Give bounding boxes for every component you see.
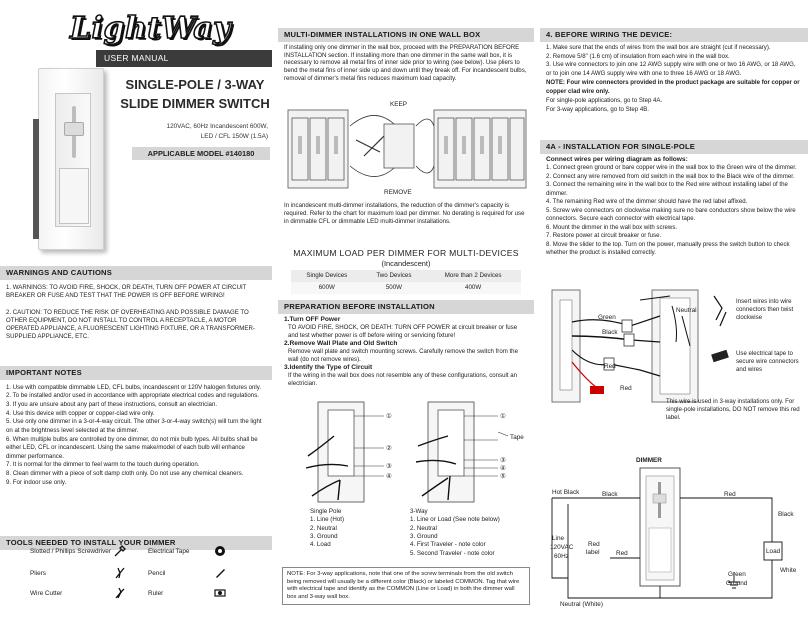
legend-line: 4. Load bbox=[310, 541, 331, 549]
table-header: More than 2 Devices bbox=[425, 270, 521, 282]
pliers-icon bbox=[114, 567, 126, 579]
product-title-line2: SLIDE DIMMER SWITCH bbox=[120, 95, 270, 111]
prep-step3-text: If the wiring in the wall box does not resemble any of these configurations, consult an electrician. bbox=[288, 372, 517, 388]
prep-step2-title: 2.Remove Wall Plate and Old Switch bbox=[284, 339, 398, 347]
max-load-table-block bbox=[278, 248, 534, 294]
sch-load: Load bbox=[766, 548, 781, 555]
marker-1: ① bbox=[386, 413, 392, 420]
warning-item: 2. CAUTION: TO REDUCE THE RISK OF OVERHEATING AND POSSIBLE DAMAGE TO OTHER EQUIPMENT, DO NOT INSTALL TO CONTROL A RECEPTACLE, A MOTOR OPERATED APPLIANCE, A FLUORESCENT LIGHTING FIXTURE, OR A TRANSFORMER-SUPPLIED APPLIANCE, ETC. bbox=[6, 309, 255, 340]
sch-black-top: Black bbox=[602, 491, 618, 498]
legend-line: 5. Second Traveler - note color bbox=[410, 549, 495, 557]
screwdriver-icon bbox=[114, 545, 126, 557]
install-subheading: Connect wires per wiring diagram as follows: bbox=[546, 155, 688, 163]
sch-hz: 60Hz bbox=[554, 553, 569, 560]
column-wiring bbox=[540, 0, 808, 622]
table-cell: 600W bbox=[291, 282, 363, 294]
sch-line: Line bbox=[552, 535, 565, 542]
note-item: 1. Use with compatible dimmable LED, CFL bulbs, incandescent or 120V halogen fixtures only. bbox=[6, 383, 262, 391]
table-header: Two Devices bbox=[363, 270, 426, 282]
install-item: 3. Connect the remaining wire in the wall box to the Red wire without installing label of the dimmer. bbox=[546, 181, 788, 197]
table-cell: 500W bbox=[363, 282, 426, 294]
keep-label: KEEP bbox=[390, 101, 408, 108]
preparation-heading: PREPARATION BEFORE INSTALLATION bbox=[278, 300, 534, 314]
max-load-table bbox=[291, 270, 521, 294]
tools-heading: TOOLS NEEDED TO INSTALL YOUR DIMMER bbox=[0, 536, 272, 550]
before-item: 2. Remove 5/8" (1.6 cm) of insulation from each wire in the wall box. bbox=[546, 52, 730, 60]
multi-dimmer-heading: MULTI-DIMMER INSTALLATIONS IN ONE WALL BOX bbox=[278, 28, 534, 42]
multi-dimmer-derating-text: In incandescent multi-dimmer installations, the reduction of the dimmer's capacity is required. Refer to the chart for maximum load per dimmer. No derating is required for use in dimmable CFL or dimmable LED multi-dimmer installations. bbox=[284, 202, 525, 225]
tape-label: Tape bbox=[510, 434, 524, 441]
callout-electrical-tape: Use electrical tape to secure wire connectors and wires bbox=[736, 350, 799, 374]
multi-dimmer-text: If installing only one dimmer in the wall box, proceed with the PREPARATION BEFORE INSTALLATION section. If installing more than one dimmer in the same wall box, it is necessary to remove all metal fins of inner side prior to wiring (see below). Use pliers to bend the metal fins of inner side up and down until they break off. For incandescent bulbs, removal of dimmer's metal fins reduces maximum load capacity. bbox=[284, 43, 527, 82]
spec-line1: 120VAC, 60Hz Incandescent 600W, bbox=[166, 123, 268, 130]
marker-2: ② bbox=[386, 445, 392, 452]
note-item: 6. When multiple bulbs are controlled by one dimmer, do not mix bulb types. All bulbs shall be either LED, CFL or incandescent. Using the same make/model of each bulb will enhance dimmer performance. bbox=[6, 435, 258, 460]
wire-label-green: Green bbox=[598, 314, 616, 321]
legend-line: 4. First Traveler - note color bbox=[410, 541, 486, 549]
marker-5b: ⑤ bbox=[500, 473, 506, 480]
install-item: 8. Move the slider to the top. Turn on the power, manually press the switch button to check whether the product is installed correctly. bbox=[546, 240, 790, 257]
dimmer-product-image bbox=[38, 68, 104, 250]
three-way-reference: For 3-way applications, go to Step 4B. bbox=[546, 105, 649, 113]
legend-line: Single Pole bbox=[310, 508, 342, 515]
callout-insert-wires: Insert wires into wire connectors then twist clockwise bbox=[736, 298, 794, 322]
legend-line: 3. Ground bbox=[310, 533, 338, 541]
ruler-icon bbox=[214, 587, 226, 599]
single-pole-install-section bbox=[540, 140, 808, 258]
dimmer-schematic-diagram bbox=[540, 448, 808, 622]
multi-dimmer-fins-diagram bbox=[284, 96, 534, 196]
preparation-section bbox=[278, 300, 534, 390]
max-load-subtitle: (Incandescent) bbox=[381, 259, 431, 268]
wire-cutter-icon bbox=[114, 587, 126, 599]
pencil-icon bbox=[214, 567, 226, 579]
legend-line: 3. Ground bbox=[410, 533, 438, 541]
model-badge: APPLICABLE MODEL #140180 bbox=[132, 147, 270, 160]
legend-line: 1. Line or Load (See note below) bbox=[410, 516, 500, 524]
electrical-tape-icon bbox=[214, 545, 226, 557]
sch-hot-black: Hot Black bbox=[552, 489, 580, 496]
prep-step1-text: TO AVOID FIRE, SHOCK, OR DEATH: TURN OFF POWER at circuit breaker or fuse and test whether power is off before wiring or servicing fixture! bbox=[288, 324, 518, 339]
important-notes-heading: IMPORTANT NOTES bbox=[0, 366, 272, 380]
three-way-note: NOTE: For 3-way applications, note that one of the screw terminals from the old switch being removed will usually be a different color (Black) or labeled COMMON. Tag that wire with electrical tape and identify as the COMMON (Line or Load) in both the dimmer wall box and 3-way wall box. bbox=[282, 567, 530, 605]
brand-logo: LightWay bbox=[70, 11, 232, 46]
sch-red-mid: Red bbox=[616, 550, 628, 557]
wire-label-red: Red bbox=[604, 363, 616, 370]
before-item: 3. Use wire connectors to join one 12 AWG supply wire with one or two 16 AWG, or 18 AWG, or to join one 14 AWG supply wire with one to three 16 AWG or 18 AWG. bbox=[546, 61, 796, 78]
legend-line: 3-Way bbox=[410, 508, 428, 515]
marker-3b: ③ bbox=[500, 457, 506, 464]
note-item: 7. It is normal for the dimmer to feel warm to the touch during operation. bbox=[6, 461, 200, 469]
three-way-legend bbox=[410, 508, 500, 558]
prep-step2-text: Remove wall plate and switch mounting screws. Carefully remove the switch from the wall (do not remove wires). bbox=[288, 348, 518, 363]
legend-line: 2. Neutral bbox=[310, 524, 337, 532]
table-cell: 400W bbox=[425, 282, 521, 294]
single-pole-reference: For single-pole applications, go to Step 4A. bbox=[546, 96, 663, 104]
spec-line2: LED / CFL 150W (1.5A) bbox=[200, 132, 268, 140]
callout-red-label: This wire is used in 3-way installations only. For single-pole installations, DO NOT remove this red label. bbox=[666, 398, 800, 422]
sch-red-label-1: Red bbox=[588, 541, 600, 548]
tool-screwdriver-label: Slotted / Phillips Screwdriver bbox=[30, 548, 111, 555]
sch-white: White bbox=[780, 567, 797, 574]
note-item: 9. For indoor use only. bbox=[6, 478, 67, 486]
sch-red-top: Red bbox=[724, 491, 736, 498]
column-cover bbox=[0, 0, 272, 622]
column-installation-prep bbox=[278, 0, 534, 622]
wire-label-black: Black bbox=[602, 329, 618, 336]
before-item: 1. Make sure that the ends of wires from the wall box are straight (cut if necessary). bbox=[546, 43, 771, 51]
install-item: 2. Connect any wire removed from old switch in the wall box to the Black wire of the dimmer. bbox=[546, 172, 795, 180]
sch-red-label-2: label bbox=[586, 549, 600, 556]
important-notes-section bbox=[0, 366, 272, 487]
sch-neutral: Neutral (White) bbox=[560, 601, 603, 608]
tool-ruler-label: Ruler bbox=[148, 590, 164, 597]
table-header: Single Devices bbox=[291, 270, 363, 282]
sch-volts: 120VAC bbox=[550, 544, 574, 551]
wire-label-neutral: Neutral bbox=[676, 307, 697, 314]
user-manual-bar: USER MANUAL bbox=[96, 50, 272, 67]
sch-black-right: Black bbox=[778, 511, 794, 518]
prep-step3-title: 3.Identify the Type of Circuit bbox=[284, 363, 373, 371]
legend-line: 1. Line (Hot) bbox=[310, 516, 345, 524]
product-title-line1: SINGLE-POLE / 3-WAY bbox=[125, 77, 265, 92]
install-item: 5. Screw wire connectors on clockwise making sure no bare conductors show below the wire connectors. Secure each connector with electrical tape. bbox=[546, 206, 796, 223]
product-title bbox=[120, 76, 270, 114]
install-item: 6. Mount the dimmer in the wall box with screws. bbox=[546, 223, 678, 231]
before-wiring-heading: 4. BEFORE WIRING THE DEVICE: bbox=[540, 28, 808, 42]
remove-label: REMOVE bbox=[384, 189, 412, 196]
tools-section bbox=[0, 536, 272, 597]
multi-dimmer-section bbox=[278, 28, 534, 83]
warnings-section bbox=[0, 266, 272, 341]
warnings-heading: WARNINGS AND CAUTIONS bbox=[0, 266, 272, 280]
note-item: 2. To be installed and/or used in accordance with appropriate electrical codes and regulations. bbox=[6, 392, 259, 400]
marker-4: ④ bbox=[386, 473, 392, 480]
install-item: 4. The remaining Red wire of the dimmer should have the red label affixed. bbox=[546, 198, 748, 206]
connector-note: NOTE: Four wire connectors provided in the product package are suitable for copper or copper clad wire only. bbox=[546, 79, 800, 95]
legend-line: 2. Neutral bbox=[410, 524, 437, 532]
install-heading: 4A - INSTALLATION FOR SINGLE-POLE bbox=[540, 140, 808, 154]
tool-tape-label: Electrical Tape bbox=[148, 548, 190, 555]
marker-3: ③ bbox=[386, 463, 392, 470]
single-pole-legend bbox=[310, 508, 344, 550]
tool-pliers-label: Pliers bbox=[30, 570, 46, 577]
marker-4b: ④ bbox=[500, 465, 506, 472]
tool-wirecutter-label: Wire Cutter bbox=[30, 590, 63, 597]
warning-item: 1. WARNINGS: TO AVOID FIRE, SHOCK, OR DEATH, TURN OFF POWER AT CIRCUIT BREAKER OR FUSE AND TEST THAT THE POWER IS OFF BEFORE WIRING! bbox=[6, 283, 247, 299]
max-load-title: MAXIMUM LOAD PER DIMMER FOR MULTI-DEVICES bbox=[293, 248, 519, 258]
install-item: 7. Restore power at circuit breaker or fuse. bbox=[546, 232, 662, 240]
note-item: 4. Use this device with copper or copper-clad wire only. bbox=[6, 409, 155, 417]
product-specs bbox=[150, 122, 268, 141]
sch-green: Green bbox=[728, 571, 746, 578]
prep-step1-title: 1.Turn OFF Power bbox=[284, 315, 341, 323]
sch-ground: Ground bbox=[726, 580, 748, 587]
tool-pencil-label: Pencil bbox=[148, 570, 166, 577]
wire-label-red-2: Red bbox=[620, 385, 632, 392]
note-item: 3. If you are unsure about any part of these instructions, consult an electrician. bbox=[6, 401, 218, 408]
circuit-type-diagrams bbox=[298, 396, 534, 506]
note-item: 8. Clean dimmer with a piece of soft damp cloth only. Do not use any chemical cleaners. bbox=[6, 470, 244, 478]
install-item: 1. Connect green ground or bare copper wire in the wall box to the Green wire of the dimmer. bbox=[546, 164, 797, 172]
schematic-title: DIMMER bbox=[636, 457, 662, 464]
marker-1b: ① bbox=[500, 413, 506, 420]
note-item: 5. Use only one dimmer in a 3-or-4-way circuit. The other 3-or-4-way switch(s) will turn the light on at the brightness level selected at the dimmer. bbox=[6, 418, 262, 434]
before-wiring-section bbox=[540, 28, 808, 114]
